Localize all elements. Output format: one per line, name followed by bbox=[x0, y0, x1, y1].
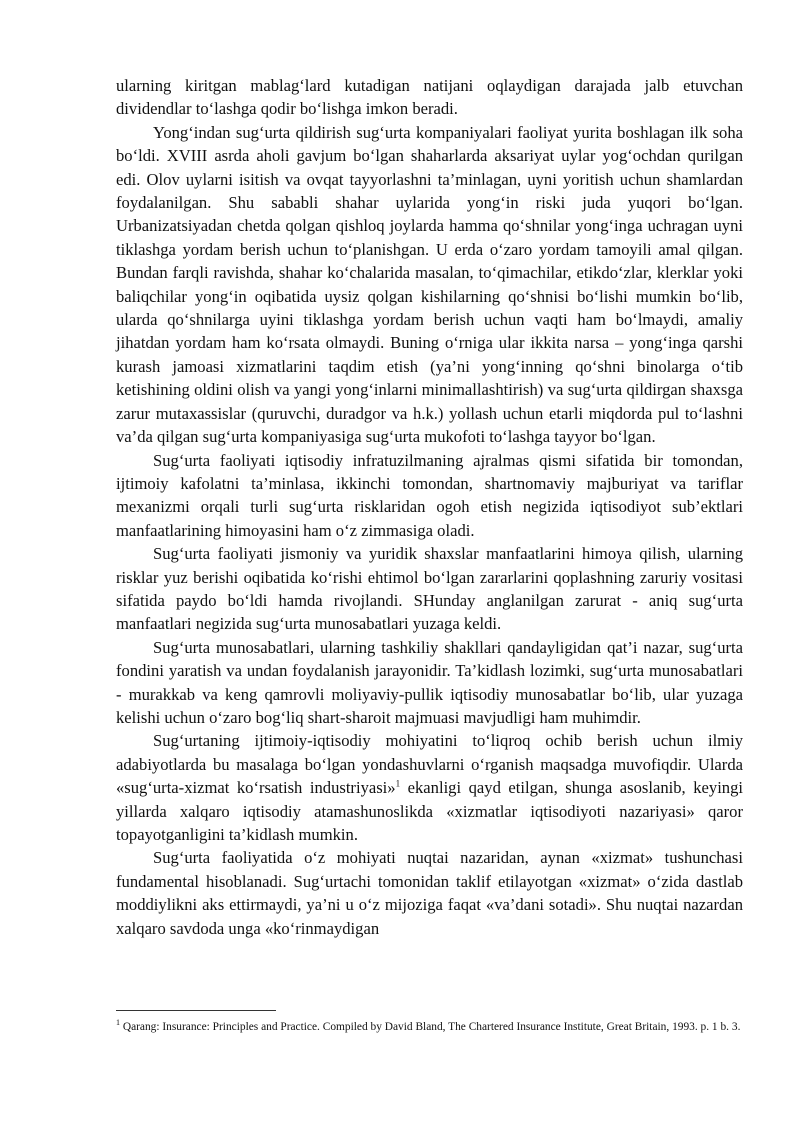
paragraph-service-concept: Sug‘urta faoliyatida o‘z mohiyati nuqtai nazaridan, aynan «xizmat» tushunchasi fundamental hisoblanadi. Sug‘urtachi tomonidan taklif etilayotgan «xizmat» o‘zida dastlab moddiylikni aks ettirmaydi, ya’ni u o‘z mijoziga faqat «va’dani sotadi». Shu nuqtai nazardan xalqaro savdoda unga «ko‘rinmaydigan bbox=[116, 848, 743, 938]
footnote-text: Qarang: Insurance: Principles and Practice. Compiled by David Bland, The Chartered Insurance Institute, Great Britain, 1993. p. 1 b. 3. bbox=[120, 1021, 741, 1033]
paragraph-protection-interests: Sug‘urta faoliyati jismoniy va yuridik shaxslar manfaatlarini himoya qilish, ularning risklar yuz berishi oqibatida ko‘rishi ehtimol bo‘lgan zararlarini qoplashning zaruriy vositasi sifatida paydo bo‘ldi hamda rivojlandi. SHunday anglanilgan zarurat - aniq sug‘urta manfaatlari negizida sug‘urta munosabatlari yuzaga keldi. bbox=[116, 544, 743, 634]
footnote-reference[interactable]: 1 bbox=[395, 778, 401, 789]
paragraph-fire-insurance: Yong‘indan sug‘urta qildirish sug‘urta kompaniyalari faoliyat yurita boshlagan ilk soha bo‘ldi. XVIII asrda aholi gavjum bo‘lgan shaharlarda aksariyat uylar yog‘ochdan qurilgan edi. Olov uylarni isitish va ovqat tayyorlashni ta’minlagan, uyni yoritish uchun shamlardan foydalanilgan. Shu sababli shahar uylarida yong‘in riski juda yuqori bo‘lgan. Urbanizatsiyadan chetda qolgan qishloq joylarda hamma qo‘shnilar yong‘inga uchragan uyni tiklashga yordam berish uchun to‘planishgan. U erda o‘zaro yordam tamoyili amal qilgan. Bundan farqli ravishda, shahar ko‘chalarida masalan, to‘qimachilar, etikdo‘zlar, klerklar yoki baliqchilar yong‘in oqibatida uysiz qolgan kishilarning qo‘shnisi bo‘lishi mumkin bo‘lib, ularda qo‘shnilarga uyini tiklashga yordam berish uchun vaqti ham bo‘lmaydi, amaliy jihatdan yordam ham ko‘rsata olmaydi. Buning o‘rniga ular ikkita narsa – yong‘inga qarshi kurash jamoasi xizmatlarini taqdim etish (ya’ni yong‘inning qo‘shni binolarga o‘tib ketishining oldini olish va yangi yong‘inlarni minimallashtirish) va sug‘urta qildirgan shaxsga zarur mutaxassislar (quruvchi, duradgor va h.k.) yollash uchun etarli miqdorda pul to‘lashni va’da qilgan sug‘urta kompaniyasiga sug‘urta mukofoti to‘lashga tayyor bo‘lgan. bbox=[116, 122, 743, 447]
footnote bbox=[116, 1019, 743, 1035]
footnote-divider bbox=[116, 1010, 276, 1011]
body-text bbox=[116, 74, 743, 940]
paragraph-text-after-ref: ekanligi qayd etilgan, shunga asoslanib, keyingi yillarda xalqaro iqtisodiy atamashunoslikda «xizmatlar iqtisodiyoti nazariyasi» qaror topayotganligini ta’kidlash mumkin. bbox=[116, 778, 744, 844]
paragraph-insurance-relations: Sug‘urta munosabatlari, ularning tashkiliy shakllari qandayligidan qat’i nazar, sug‘urta fondini yaratish va undan foydalanish jarayonidir. Ta’kidlash lozimki, sug‘urta munosabatlari - murakkab va keng qamrovli moliyaviy-pullik iqtisodiy munosabatlar bo‘lib, ular yuzaga kelishi uchun o‘zaro bog‘liq shart-sharoit majmuasi mavjudligi ham muhimdir. bbox=[116, 637, 743, 727]
paragraph-text-before-ref: Sug‘urtaning ijtimoiy-iqtisodiy mohiyatini to‘liqroq ochib berish uchun ilmiy adabiyotlarda bu masalaga bo‘lgan yondashuvlarni o‘rganish maqsadga muvofiqdir. Ularda «sug‘urta-xizmat ko‘rsatish industriyasi» bbox=[116, 731, 743, 798]
footnote-number: 1 bbox=[116, 1018, 120, 1028]
paragraph-continuation: ularning kiritgan mablag‘lard kutadigan natijani oqlaydigan darajada jalb etuvchan dividendlar to‘lashga qodir bo‘lishga imkon beradi. bbox=[116, 76, 743, 119]
paragraph-socio-economic-essence bbox=[116, 729, 743, 846]
paragraph-economic-infrastructure: Sug‘urta faoliyati iqtisodiy infratuzilmaning ajralmas qismi sifatida bir tomondan, ijtimoiy kafolatni ta’minlasa, ikkinchi tomondan, shartnomaviy majburiyat va tariflar mexanizmi orqali turli sug‘urta risklaridan ogoh etish negizida iqtisodiyot sub’ektlari manfaatlarining himoyasini ham o‘z zimmasiga oladi. bbox=[116, 450, 743, 540]
